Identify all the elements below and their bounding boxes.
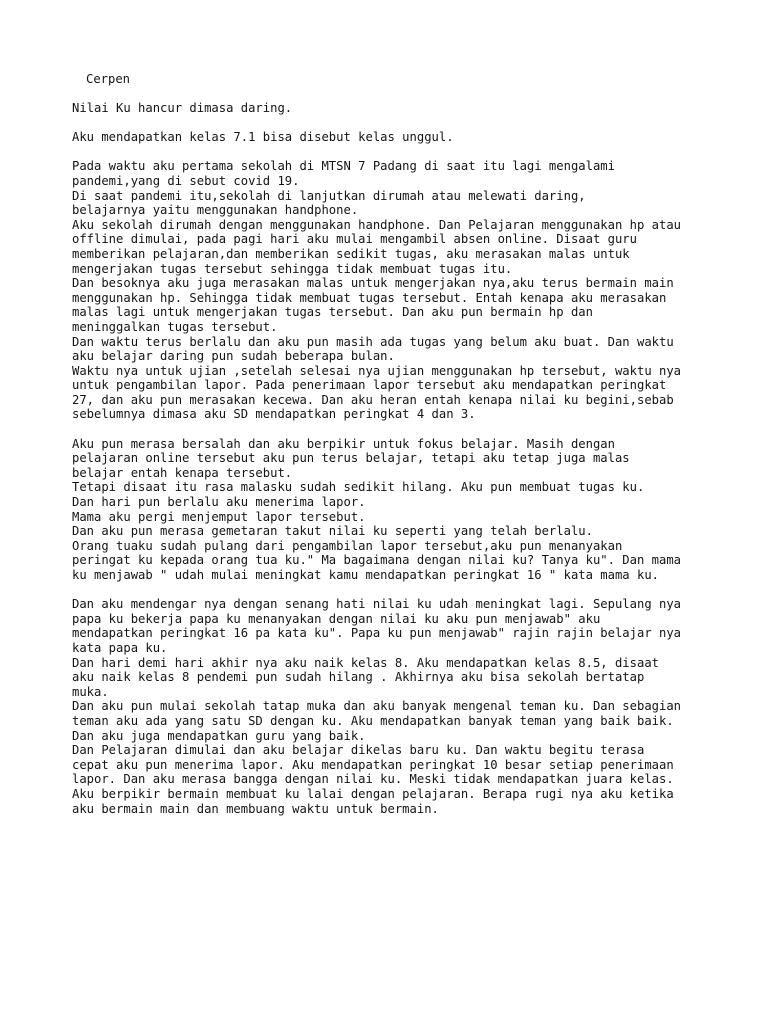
intro-line: Aku mendapatkan kelas 7.1 bisa disebut kelas unggul. bbox=[72, 130, 454, 145]
document-body bbox=[72, 101, 732, 816]
paragraph-gap bbox=[72, 116, 732, 131]
paragraph-gap bbox=[72, 583, 732, 598]
paragraph-1: Pada waktu aku pertama sekolah di MTSN 7 Padang di saat itu lagi mengalami pandemi,yang di sebut covid 19. Di saat pandemi itu,sekolah di lanjutkan dirumah atau melewati daring, belajarnya yaitu menggunakan handphone. Aku sekolah dirumah dengan menggunakan handphone. Dan Pelajaran menggunakan hp atau offline dimulai, pada pagi hari aku mulai mengambil absen online. Disaat guru memberikan pelajaran,dan memberikan sedikit tugas, aku merasakan malas untuk mengerjakan tugas tersebut sehingga tidak membuat tugas itu. Dan besoknya aku juga merasakan malas untuk mengerjakan nya,aku terus bermain main menggunakan hp. Sehingga tidak membuat tugas tersebut. Entah kenapa aku merasakan malas lagi untuk mengerjakan tugas tersebut. Dan aku pun bermain hp dan meninggalkan tugas tersebut. Dan waktu terus berlalu dan aku pun masih ada tugas yang belum aku buat. Dan waktu aku belajar daring pun sudah beberapa bulan. Waktu nya untuk ujian ,setelah selesai nya ujian menggunakan hp tersebut, waktu nya untuk pengambilan lapor. Pada penerimaan lapor tersebut aku mendapatkan peringkat 27, dan aku pun merasakan kecewa. Dan aku heran entah kenapa nilai ku begini,sebab sebelumnya dimasa aku SD mendapatkan peringkat 4 dan 3. bbox=[72, 159, 682, 422]
paragraph-gap bbox=[72, 422, 732, 437]
story-subtitle: Nilai Ku hancur dimasa daring. bbox=[72, 101, 293, 115]
document-title: Cerpen bbox=[86, 72, 131, 86]
paragraph-gap bbox=[72, 145, 732, 160]
paragraph-3: Dan aku mendengar nya dengan senang hati nilai ku udah meningkat lagi. Sepulang nya papa ku bekerja papa ku menanyakan dengan nilai ku aku pun menjawab" aku mendapatkan peringkat 16 pa kata ku". Papa ku pun menjawab" rajin rajin belajar nya kata papa ku. Dan hari demi hari akhir nya aku naik kelas 8. Aku mendapatkan kelas 8.5, disaat aku naik kelas 8 pendemi pun sudah hilang . Akhirnya aku bisa sekolah bertatap muka. Dan aku pun mulai sekolah tatap muka dan aku banyak mengenal teman ku. Dan sebagian teman aku ada yang satu SD dengan ku. Aku mendapatkan banyak teman yang baik baik. Dan aku juga mendapatkan guru yang baik. Dan Pelajaran dimulai dan aku belajar dikelas baru ku. Dan waktu begitu terasa cepat aku pun menerima lapor. Aku mendapatkan peringkat 10 besar setiap penerimaan lapor. Dan aku merasa bangga dengan nilai ku. Meski tidak mendapatkan juara kelas. Aku berpikir bermain membuat ku lalai dengan pelajaran. Berapa rugi nya aku ketika aku bermain main dan membuang waktu untuk bermain. bbox=[72, 597, 682, 816]
paragraph-2: Aku pun merasa bersalah dan aku berpikir untuk fokus belajar. Masih dengan pelajaran online tersebut aku pun terus belajar, tetapi aku tetap juga malas belajar entah kenapa tersebut. Tetapi disaat itu rasa malasku sudah sedikit hilang. Aku pun membuat tugas ku. Dan hari pun berlalu aku menerima lapor. Mama aku pergi menjemput lapor tersebut. Dan aku pun merasa gemetaran takut nilai ku seperti yang telah berlalu. Orang tuaku sudah pulang dari pengambilan lapor tersebut,aku pun menanyakan peringat ku kepada orang tua ku." Ma bagaimana dengan nilai ku? Tanya ku". Dan mama ku menjawab " udah mulai meningkat kamu mendapatkan peringkat 16 " kata mama ku. bbox=[72, 436, 682, 582]
